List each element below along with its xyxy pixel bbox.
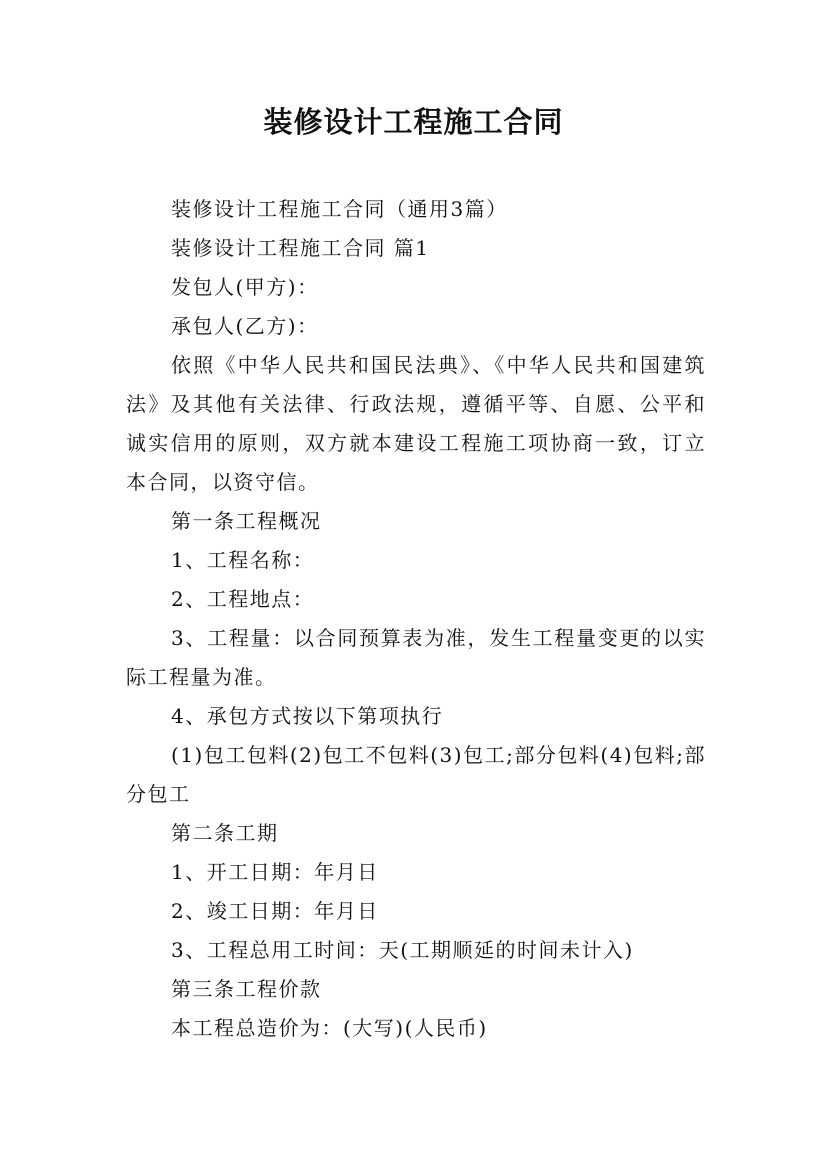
heading-collection: 装修设计工程施工合同（通用3篇）: [171, 197, 508, 221]
contract-options-paragraph: (1)包工包料(2)包工不包料(3)包工;部分包料(4)包料;部分包工: [126, 743, 706, 806]
article-3-heading: 第三条工程价款: [171, 977, 322, 1001]
project-name-line: 1、工程名称：: [171, 548, 315, 572]
contract-method-line: 4、承包方式按以下第项执行: [171, 704, 444, 728]
preamble-paragraph: 依照《中华人民共和国民法典》、《中华人民共和国建筑法》及其他有关法律、行政法规，遵循平等、自愿、公平和诚实信用的原则，双方就本建设工程施工项协商一致，订立本合同，以资守信。: [126, 353, 706, 494]
document-title: 装修设计工程施工合同: [263, 105, 564, 139]
total-cost-line: 本工程总造价为：(大写)(人民币): [171, 1016, 488, 1040]
heading-part-1: 装修设计工程施工合同 篇1: [171, 236, 430, 260]
party-a-line: 发包人(甲方)：: [171, 275, 319, 299]
article-2-heading: 第二条工期: [171, 821, 279, 845]
start-date-line: 1、开工日期：年月日: [171, 860, 379, 884]
article-1-heading: 第一条工程概况: [171, 509, 322, 533]
project-quantity-paragraph: 3、工程量：以合同预算表为准，发生工程量变更的以实际工程量为准。: [126, 626, 706, 689]
project-location-line: 2、工程地点：: [171, 587, 315, 611]
completion-date-line: 2、竣工日期：年月日: [171, 899, 379, 923]
total-duration-line: 3、工程总用工时间：天(工期顺延的时间未计入): [171, 938, 634, 962]
document-body: [126, 190, 706, 1048]
party-b-line: 承包人(乙方)：: [171, 314, 319, 338]
